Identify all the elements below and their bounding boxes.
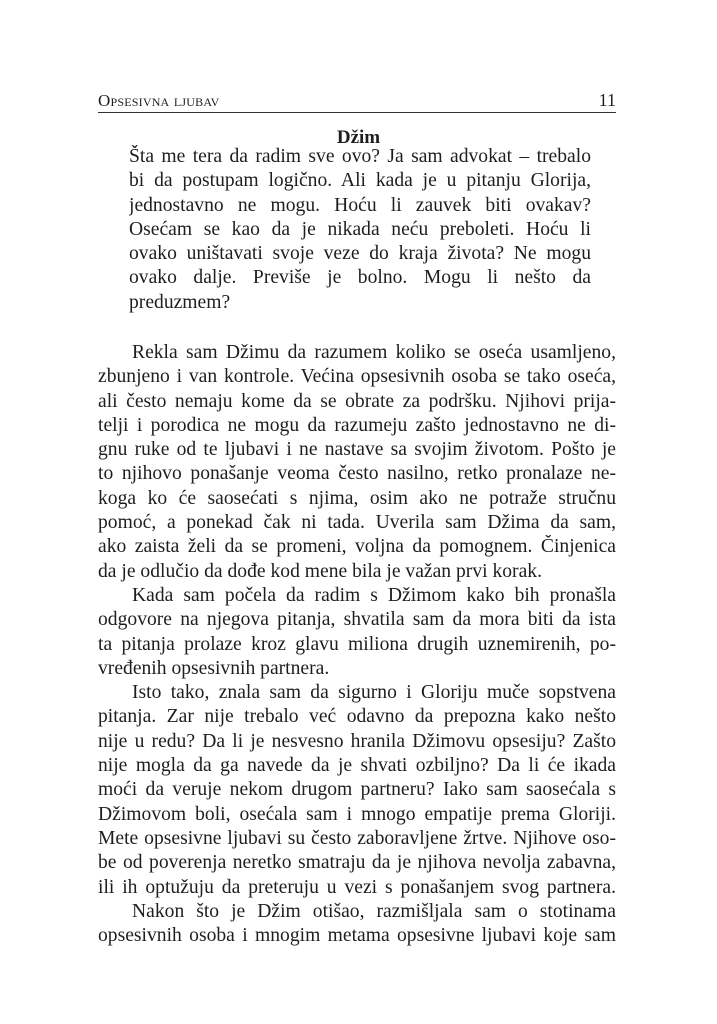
section-title: Džim [336, 127, 381, 148]
page-number: 11 [598, 90, 616, 110]
text-line: ali često nemaju kome da se obrate za podršku. Njihovi prija- [98, 390, 616, 412]
text-line: ako zaista želi da se promeni, voljna da pomognem. Činjenica [98, 536, 616, 558]
text-line: vređenih opsesivnih partnera. [98, 657, 330, 679]
quote-block [129, 145, 591, 315]
paragraph [98, 341, 616, 584]
running-title: Opsesivna ljubav [98, 91, 220, 110]
quote-line: preduzmem? [129, 291, 231, 313]
paragraph [98, 584, 616, 681]
body-text [98, 341, 616, 948]
text-line: pomoć, a ponekad čak ni tada. Uverila sam Džima da sam, [98, 512, 616, 534]
quote-line: Osećam se kao da je nikada neću preboleti. Hoću li [129, 218, 591, 240]
text-line: zbunjeno i van kontrole. Većina opsesivnih osoba se tako oseća, [98, 366, 616, 388]
text-line: Isto tako, znala sam da sigurno i Gloriju muče sopstvena [132, 682, 616, 704]
text-line: nije u redu? Da li je nesvesno hranila Džimovu opsesiju? Zašto [98, 730, 616, 752]
text-line: moći da veruje nekom drugom partneru? Iako sam saosećala s [98, 779, 616, 801]
quote-line: ovako uništavati svoje veze do kraja života? Ne mogu [129, 243, 591, 265]
paragraph [98, 900, 616, 949]
text-line: Mete opsesivne ljubavi su često zaboravljene žrtve. Njihove oso- [98, 827, 616, 849]
text-line: ta pitanja prolaze kroz glavu miliona drugih uznemirenih, po- [98, 633, 616, 655]
paragraph [98, 681, 616, 900]
text-line: Kada sam počela da radim s Džimom kako bih pronašla [132, 584, 616, 606]
text-line: opsesivnih osoba i mnogim metama opsesivne ljubavi koje sam [98, 925, 616, 947]
text-line: be od poverenja neretko smatraju da je njihova nevolja zabavna, [98, 852, 616, 874]
text-line: pitanja. Zar nije trebalo već odavno da prepozna kako nešto [98, 706, 616, 728]
text-line: koga ko će saosećati s njima, osim ako ne potraže stručnu [98, 487, 616, 509]
text-line: telji i porodica ne mogu da razumeju zašto jednostavno ne di- [98, 414, 616, 436]
text-line: Džimovom boli, osećala sam i mnogo empatije prema Gloriji. [98, 803, 616, 825]
text-line: gnu ruke od te ljubavi i ne nastave sa svojim životom. Pošto je [98, 439, 616, 461]
text-line: ili ih optužuju da preteruju u vezi s ponašanjem svog partnera. [98, 876, 616, 898]
text-line: Rekla sam Džimu da razumem koliko se oseća usamljeno, [132, 342, 616, 363]
quote-line: Šta me tera da radim sve ovo? Ja sam advokat – trebalo [129, 146, 591, 167]
text-line: to njihovo ponašanje veoma često nasilno, retko pronalaze ne- [98, 463, 616, 485]
quote-line: jednostavno ne mogu. Hoću li zauvek biti ovakav? [129, 194, 591, 216]
text-line: odgovore na njegova pitanja, shvatila sam da mora biti da ista [98, 609, 616, 631]
quote-line: ovako dalje. Previše je bolno. Mogu li nešto da [129, 267, 591, 289]
running-header [98, 88, 616, 113]
quote-line: bi da postupam logično. Ali kada je u pitanju Glorija, [129, 170, 591, 192]
text-line: da je odlučio da dođe kod mene bila je važan prvi korak. [98, 560, 542, 582]
text-line: Nakon što je Džim otišao, razmišljala sam o stotinama [132, 900, 616, 922]
text-line: nije mogla da ga navede da je shvati ozbiljno? Da li će ikada [98, 755, 616, 777]
